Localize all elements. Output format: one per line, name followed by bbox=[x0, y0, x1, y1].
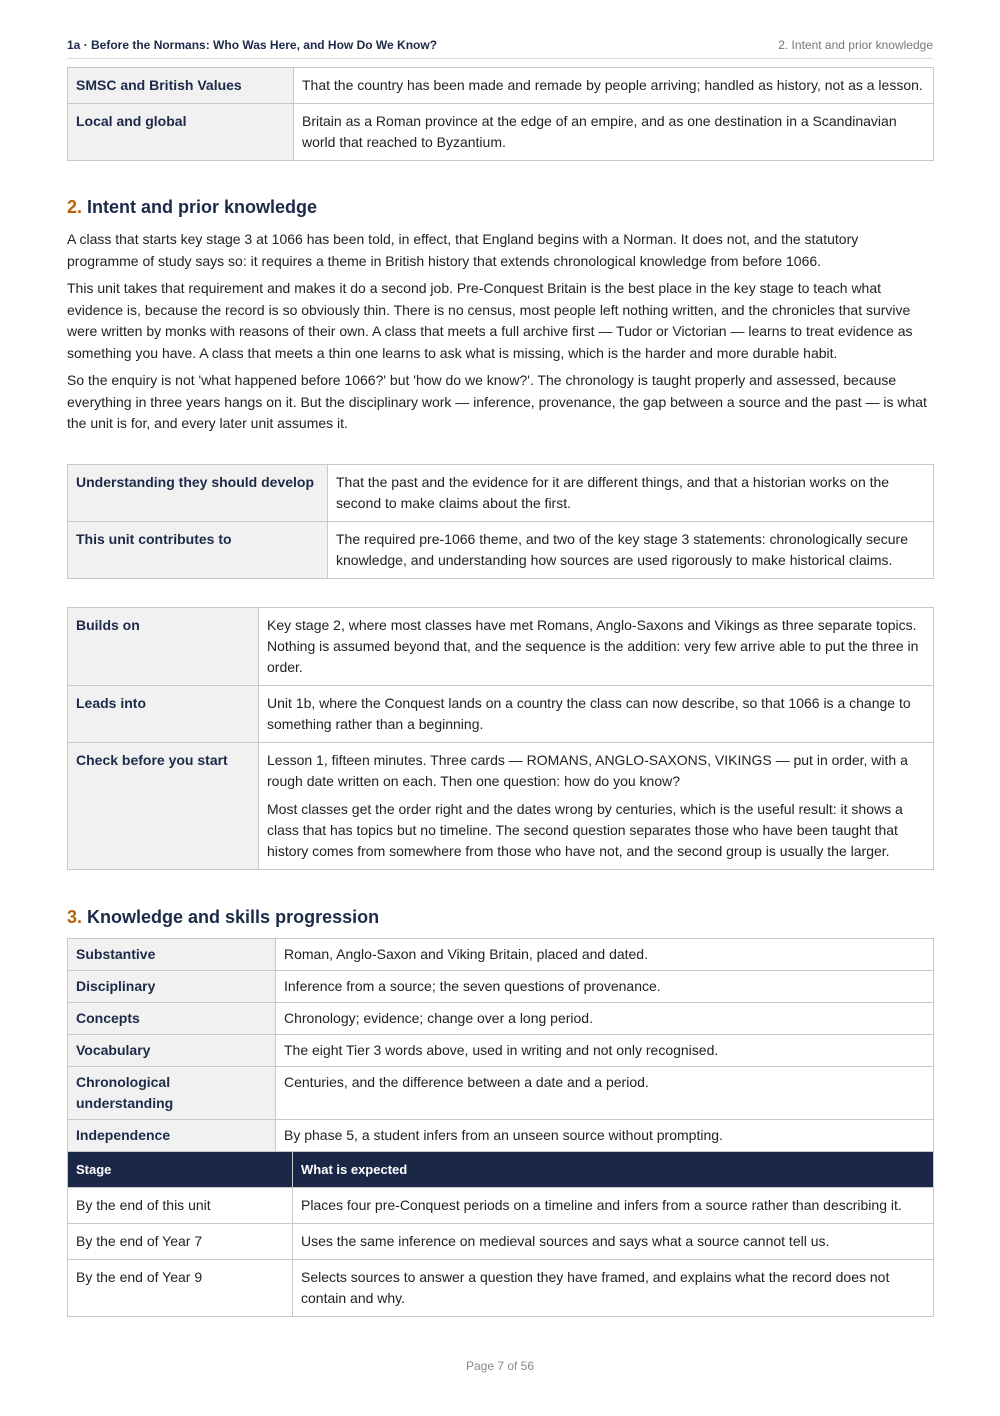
column-header-expected: What is expected bbox=[293, 1152, 934, 1188]
stage-cell: By the end of Year 9 bbox=[68, 1260, 293, 1317]
section-indicator: 2. Intent and prior knowledge bbox=[778, 38, 933, 52]
table-row bbox=[68, 971, 934, 1003]
row-label: Leads into bbox=[68, 686, 259, 743]
section-heading bbox=[67, 907, 379, 928]
table-row bbox=[68, 743, 934, 870]
stages-table bbox=[67, 1151, 934, 1317]
row-label: SMSC and British Values bbox=[68, 68, 294, 104]
row-value bbox=[259, 743, 934, 870]
row-value: Chronology; evidence; change over a long period. bbox=[276, 1003, 934, 1035]
table-row bbox=[68, 1188, 934, 1224]
paragraph: Most classes get the order right and the dates wrong by centuries, which is the useful result: it shows a class that has topics but no timeline. The second question separates those who have been taught that history comes from somewhere from those who have not, and the second group is usually the larger. bbox=[267, 801, 903, 859]
paragraph: So the enquiry is not 'what happened before 1066?' but 'how do we know?'. The chronology is taught properly and assessed, because everything in three years hangs on it. But the disciplinary work — inference, provenance, the gap between a source and the past — is what the unit is for, and every later unit assumes it. bbox=[67, 372, 927, 431]
section-title: Intent and prior knowledge bbox=[87, 197, 318, 217]
row-value: That the country has been made and remade by people arriving; handled as history, not as a lesson. bbox=[294, 68, 934, 104]
row-label: Independence bbox=[68, 1120, 276, 1152]
section-number: 3. bbox=[67, 907, 83, 927]
row-value: Key stage 2, where most classes have met Romans, Anglo-Saxons and Vikings as three separate topics. Nothing is assumed beyond that, and the sequence is the addition: very few arrive able to put the three in order. bbox=[259, 608, 934, 686]
skills-table bbox=[67, 938, 934, 1152]
understanding-table bbox=[67, 464, 934, 579]
unit-title: 1a · Before the Normans: Who Was Here, and How Do We Know? bbox=[67, 38, 438, 52]
table-row bbox=[68, 68, 934, 104]
row-value: Roman, Anglo-Saxon and Viking Britain, placed and dated. bbox=[276, 939, 934, 971]
row-label: Substantive bbox=[68, 939, 276, 971]
row-label: Vocabulary bbox=[68, 1035, 276, 1067]
table-row bbox=[68, 608, 934, 686]
row-value: Centuries, and the difference between a date and a period. bbox=[276, 1067, 934, 1120]
row-label: Understanding they should develop bbox=[68, 465, 328, 522]
paragraph: This unit takes that requirement and makes it do a second job. Pre-Conquest Britain is the best place in the key stage to teach what evidence is, because the record is so obviously thin. There is no census, most people left nothing written, and the chronicles that survive were written by monks with reasons of their own. A class that meets a full archive first — Tudor or Victorian — learns to treat evidence as something you have. A class that meets a thin one learns to ask what is missing, which is the harder and more durable habit. bbox=[67, 280, 913, 361]
table-row bbox=[68, 1035, 934, 1067]
row-label: Check before you start bbox=[68, 743, 259, 870]
expected-cell: Places four pre-Conquest periods on a timeline and infers from a source rather than describing it. bbox=[293, 1188, 934, 1224]
section-title: Knowledge and skills progression bbox=[87, 907, 380, 927]
row-value: Inference from a source; the seven questions of provenance. bbox=[276, 971, 934, 1003]
table-row bbox=[68, 939, 934, 971]
row-value: By phase 5, a student infers from an unseen source without prompting. bbox=[276, 1120, 934, 1152]
stage-cell: By the end of this unit bbox=[68, 1188, 293, 1224]
expected-cell: Selects sources to answer a question they have framed, and explains what the record does not contain and why. bbox=[293, 1260, 934, 1317]
table-row bbox=[68, 1120, 934, 1152]
row-value: Britain as a Roman province at the edge of an empire, and as one destination in a Scandinavian world that reached to Byzantium. bbox=[294, 104, 934, 161]
row-value: The required pre-1066 theme, and two of the key stage 3 statements: chronologically secure knowledge, and understanding how sources are used rigorously to make historical claims. bbox=[328, 522, 934, 579]
row-label: Local and global bbox=[68, 104, 294, 161]
row-label: This unit contributes to bbox=[68, 522, 328, 579]
running-header bbox=[67, 38, 933, 59]
table-row bbox=[68, 104, 934, 161]
row-label: Disciplinary bbox=[68, 971, 276, 1003]
prior-knowledge-table bbox=[67, 607, 934, 870]
stage-cell: By the end of Year 7 bbox=[68, 1224, 293, 1260]
table-row bbox=[68, 522, 934, 579]
table-row bbox=[68, 1003, 934, 1035]
table-row bbox=[68, 1260, 934, 1317]
row-label: Builds on bbox=[68, 608, 259, 686]
row-label: Concepts bbox=[68, 1003, 276, 1035]
intent-body bbox=[67, 229, 933, 441]
page-number: Page 7 of 56 bbox=[465, 1359, 535, 1373]
row-value: The eight Tier 3 words above, used in writing and not only recognised. bbox=[276, 1035, 934, 1067]
table-row bbox=[68, 1067, 934, 1120]
table-row bbox=[68, 686, 934, 743]
smsc-table bbox=[67, 67, 934, 161]
section-number: 2. bbox=[67, 197, 83, 217]
table-row bbox=[68, 1224, 934, 1260]
table-header-row bbox=[68, 1152, 934, 1188]
paragraph: A class that starts key stage 3 at 1066 has been told, in effect, that England begins with a Norman. It does not, and the statutory programme of study says so: it requires a theme in British history that extends chronological knowledge from before 1066. bbox=[67, 231, 859, 269]
paragraph: Lesson 1, fifteen minutes. Three cards — ROMANS, ANGLO-SAXONS, VIKINGS — put in order, with a rough date written on each. Then one question: how do you know? bbox=[267, 752, 908, 789]
expected-cell: Uses the same inference on medieval sources and says what a source cannot tell us. bbox=[293, 1224, 934, 1260]
row-value: That the past and the evidence for it are different things, and that a historian works on the second to make claims about the first. bbox=[328, 465, 934, 522]
row-value: Unit 1b, where the Conquest lands on a country the class can now describe, so that 1066 is a change to something rather than a beginning. bbox=[259, 686, 934, 743]
section-heading bbox=[67, 197, 317, 218]
column-header-stage: Stage bbox=[68, 1152, 293, 1188]
row-label: Chronological understanding bbox=[68, 1067, 276, 1120]
table-row bbox=[68, 465, 934, 522]
